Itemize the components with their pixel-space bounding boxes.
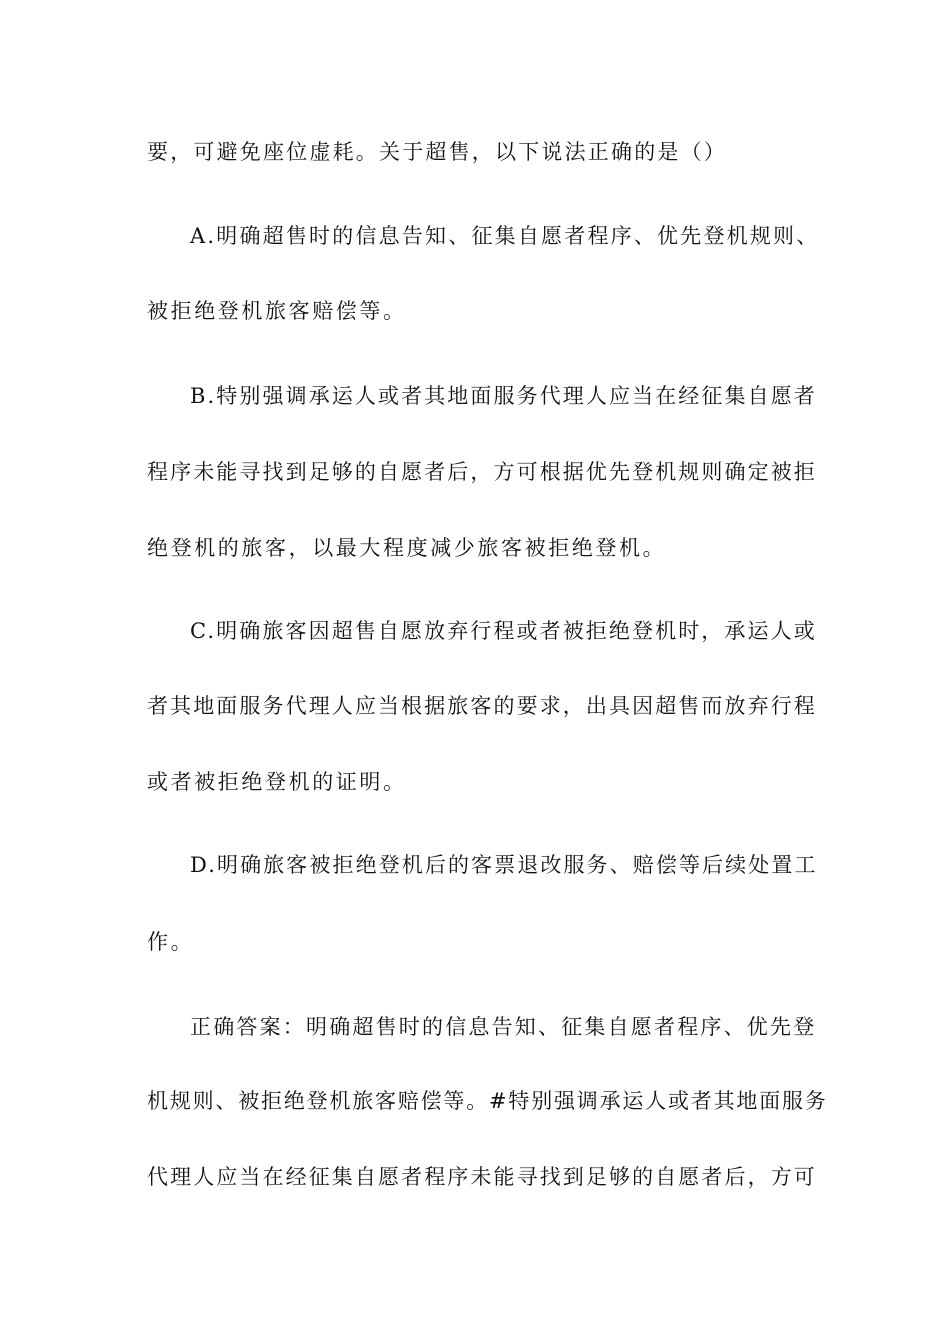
question-text-line: 要，可避免座位虚耗。关于超售，以下说法正确的是（） [147, 140, 727, 164]
answer-line-2: 机规则、被拒绝登机旅客赔偿等。#特别强调承运人或者其地面服务 [147, 1089, 828, 1113]
option-d-line-1: D.明确旅客被拒绝登机后的客票退改服务、赔偿等后续处置工 [190, 853, 818, 877]
option-b-line-1: B.特别强调承运人或者其地面服务代理人应当在经征集自愿者 [190, 384, 817, 408]
answer-line-3: 代理人应当在经征集自愿者程序未能寻找到足够的自愿者后，方可 [147, 1165, 817, 1189]
option-c-line-1: C.明确旅客因超售自愿放弃行程或者被拒绝登机时，承运人或 [190, 619, 817, 643]
option-d-line-2: 作。 [147, 930, 195, 954]
option-b-line-3: 绝登机的旅客，以最大程度减少旅客被拒绝登机。 [147, 536, 667, 560]
option-c-line-3: 或者被拒绝登机的证明。 [147, 770, 407, 794]
option-a-line-1: A.明确超售时的信息告知、征集自愿者程序、优先登机规则、 [190, 224, 820, 248]
option-b-line-2: 程序未能寻找到足够的自愿者后，方可根据优先登机规则确定被拒 [147, 460, 817, 484]
option-c-line-2: 者其地面服务代理人应当根据旅客的要求，出具因超售而放弃行程 [147, 694, 817, 718]
answer-line-1: 正确答案：明确超售时的信息告知、征集自愿者程序、优先登 [190, 1015, 817, 1039]
option-a-line-2: 被拒绝登机旅客赔偿等。 [147, 299, 407, 323]
